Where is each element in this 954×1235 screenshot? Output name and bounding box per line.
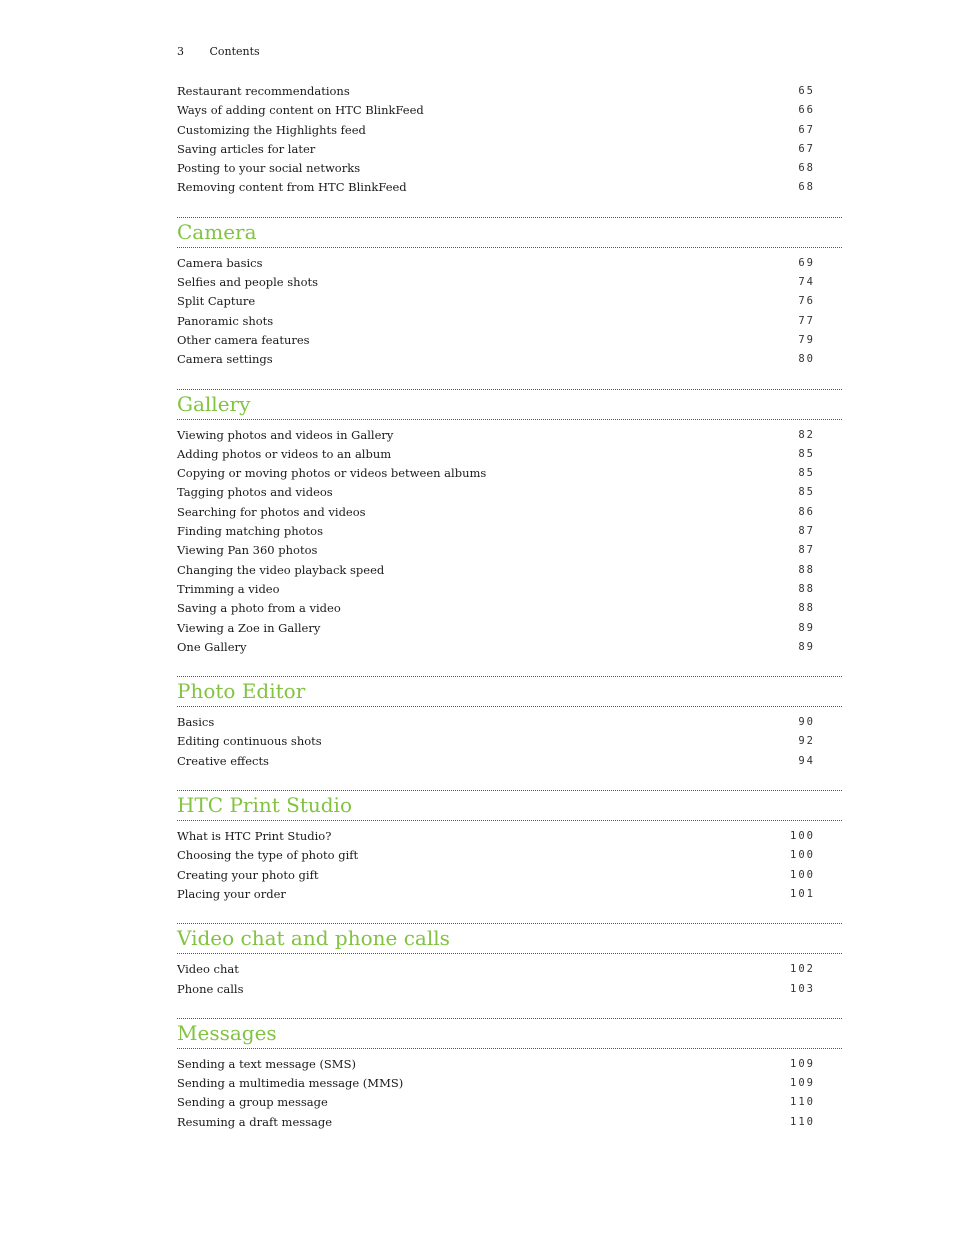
toc-entry[interactable]	[177, 846, 842, 865]
toc-entry-page-number: 85	[798, 486, 815, 499]
toc-entry-title[interactable]: Tagging photos and videos	[177, 485, 333, 500]
toc-entry[interactable]	[177, 732, 842, 751]
section-heading-block	[177, 790, 842, 821]
toc-entry[interactable]	[177, 1074, 842, 1093]
toc-entry-title[interactable]: Placing your order	[177, 886, 286, 901]
toc-entry[interactable]	[177, 980, 842, 999]
toc-entry-page-number: 89	[798, 640, 815, 653]
toc-entry-page-number: 88	[798, 602, 815, 615]
toc-entry[interactable]	[177, 350, 842, 369]
toc-entry[interactable]	[177, 121, 842, 140]
toc-entry-title[interactable]: Finding matching photos	[177, 524, 323, 539]
toc-entry[interactable]	[177, 483, 842, 502]
toc-entry-page-number: 89	[798, 621, 815, 634]
toc-entry[interactable]	[177, 561, 842, 580]
toc-entry-page-number: 74	[798, 276, 815, 289]
toc-entry-page-number: 87	[798, 544, 815, 557]
toc-entry-title[interactable]: One Gallery	[177, 639, 247, 654]
toc-entry-page-number: 67	[798, 142, 815, 155]
toc-entry-page-number: 109	[790, 1057, 815, 1070]
table-of-contents	[177, 82, 842, 1132]
toc-entry-page-number: 88	[798, 563, 815, 576]
toc-entry-title[interactable]: Panoramic shots	[177, 313, 274, 328]
toc-entry-title[interactable]: What is HTC Print Studio?	[177, 829, 332, 844]
toc-entry-title[interactable]: Viewing photos and videos in Gallery	[177, 427, 394, 442]
toc-entry[interactable]	[177, 522, 842, 541]
toc-entry[interactable]	[177, 445, 842, 464]
section-heading[interactable]: Gallery	[177, 391, 251, 416]
toc-entry-title[interactable]: Customizing the Highlights feed	[177, 122, 366, 137]
section-heading-block	[177, 389, 842, 420]
toc-entry-title[interactable]: Trimming a video	[177, 581, 280, 596]
toc-entry-page-number: 87	[798, 525, 815, 538]
toc-entry[interactable]	[177, 503, 842, 522]
toc-entry-title[interactable]: Selfies and people shots	[177, 275, 319, 290]
toc-entry[interactable]	[177, 1055, 842, 1074]
toc-entry-page-number: 65	[798, 85, 815, 97]
toc-entry[interactable]	[177, 159, 842, 178]
section-heading-block	[177, 923, 842, 954]
toc-entry-page-number: 85	[798, 467, 815, 480]
toc-entry-title[interactable]: Copying or moving photos or videos between albums	[177, 466, 487, 481]
toc-entry-title[interactable]: Resuming a draft message	[177, 1114, 333, 1129]
toc-entry-title[interactable]: Adding photos or videos to an album	[177, 446, 392, 461]
toc-entry-page-number: 110	[790, 1096, 815, 1109]
toc-entry[interactable]	[177, 827, 842, 846]
toc-entry-page-number: 100	[790, 849, 815, 862]
toc-entry-title[interactable]: Viewing Pan 360 photos	[177, 543, 318, 558]
toc-entry-title[interactable]: Sending a multimedia message (MMS)	[177, 1076, 404, 1091]
toc-entry-title[interactable]: Video chat	[177, 962, 239, 977]
toc-entry-title[interactable]: Choosing the type of photo gift	[177, 848, 359, 863]
toc-entry[interactable]	[177, 140, 842, 159]
toc-entry-title[interactable]: Creating your photo gift	[177, 867, 319, 882]
toc-entry[interactable]	[177, 619, 842, 638]
section-heading-block	[177, 1018, 842, 1049]
page-number: 3	[177, 45, 184, 58]
toc-entry-title[interactable]: Basics	[177, 715, 215, 730]
section-heading[interactable]: Video chat and phone calls	[177, 926, 450, 951]
section-heading-block	[177, 217, 842, 248]
toc-entry-title[interactable]: Saving a photo from a video	[177, 601, 341, 616]
toc-entry-title[interactable]: Camera settings	[177, 352, 273, 367]
toc-entry-page-number: 80	[798, 353, 815, 366]
section-heading-block	[177, 676, 842, 707]
toc-entry-page-number: 103	[790, 982, 815, 995]
page-header	[177, 45, 260, 59]
toc-entry-title[interactable]: Editing continuous shots	[177, 734, 322, 749]
toc-entry[interactable]	[177, 752, 842, 771]
toc-entry-page-number: 85	[798, 447, 815, 460]
toc-entry[interactable]	[177, 464, 842, 483]
section-heading[interactable]: HTC Print Studio	[177, 793, 352, 818]
toc-entry-page-number: 68	[798, 181, 815, 194]
toc-entry-page-number: 77	[798, 314, 815, 327]
toc-entry-title[interactable]: Ways of adding content on HTC BlinkFeed	[177, 103, 424, 118]
toc-entry-page-number: 79	[798, 333, 815, 346]
toc-entry-title[interactable]: Removing content from HTC BlinkFeed	[177, 180, 407, 195]
toc-entry[interactable]	[177, 292, 842, 311]
section-heading[interactable]: Photo Editor	[177, 679, 306, 704]
toc-entry[interactable]	[177, 541, 842, 560]
toc-entry[interactable]	[177, 713, 842, 732]
toc-entry[interactable]	[177, 866, 842, 885]
toc-entry-title[interactable]: Saving articles for later	[177, 141, 316, 156]
toc-entry-page-number: 102	[790, 963, 815, 976]
toc-entry[interactable]	[177, 82, 842, 101]
toc-entry[interactable]	[177, 331, 842, 350]
toc-entry-title[interactable]: Viewing a Zoe in Gallery	[177, 620, 321, 635]
toc-entry[interactable]	[177, 638, 842, 657]
toc-entry[interactable]	[177, 599, 842, 618]
toc-entry-page-number: 88	[798, 582, 815, 595]
toc-entry-title[interactable]: Creative effects	[177, 753, 269, 768]
toc-entry-title[interactable]: Posting to your social networks	[177, 161, 361, 176]
toc-entry-title[interactable]: Split Capture	[177, 294, 256, 309]
toc-entry-title[interactable]: Sending a group message	[177, 1095, 328, 1110]
toc-entry-page-number: 76	[798, 295, 815, 308]
toc-entry-page-number: 100	[790, 868, 815, 881]
toc-entry-title[interactable]: Sending a text message (SMS)	[177, 1056, 356, 1071]
toc-entry[interactable]	[177, 254, 842, 273]
toc-entry[interactable]	[177, 1093, 842, 1112]
toc-entry-title[interactable]: Other camera features	[177, 332, 310, 347]
toc-entry-page-number: 69	[798, 256, 815, 269]
toc-entry-title[interactable]: Searching for photos and videos	[177, 504, 366, 519]
section-heading[interactable]: Camera	[177, 219, 257, 244]
toc-entry[interactable]	[177, 580, 842, 599]
toc-entry-title[interactable]: Changing the video playback speed	[177, 562, 385, 577]
toc-entry[interactable]	[177, 273, 842, 292]
page-header-title: Contents	[209, 45, 260, 58]
toc-entry-title[interactable]: Camera basics	[177, 255, 263, 270]
toc-entry-page-number: 82	[798, 428, 815, 441]
toc-entry[interactable]	[177, 101, 842, 120]
toc-entry-page-number: 67	[798, 123, 815, 136]
toc-entry-page-number: 68	[798, 162, 815, 175]
toc-entry[interactable]	[177, 426, 842, 445]
toc-entry[interactable]	[177, 1113, 842, 1132]
toc-entry-page-number: 109	[790, 1077, 815, 1090]
section-heading[interactable]: Messages	[177, 1020, 277, 1045]
toc-entry-page-number: 101	[790, 887, 815, 900]
toc-entry-title[interactable]: Phone calls	[177, 981, 244, 996]
toc-entry-page-number: 90	[798, 716, 815, 729]
toc-entry-title[interactable]: Restaurant recommendations	[177, 84, 350, 98]
toc-entry-page-number: 86	[798, 505, 815, 518]
toc-entry[interactable]	[177, 960, 842, 979]
toc-entry-page-number: 100	[790, 830, 815, 843]
toc-entry[interactable]	[177, 885, 842, 904]
toc-entry[interactable]	[177, 312, 842, 331]
toc-entry-page-number: 110	[790, 1115, 815, 1128]
toc-entry-page-number: 94	[798, 754, 815, 767]
toc-entry[interactable]	[177, 178, 842, 197]
toc-entry-page-number: 66	[798, 104, 815, 117]
toc-entry-page-number: 92	[798, 735, 815, 748]
